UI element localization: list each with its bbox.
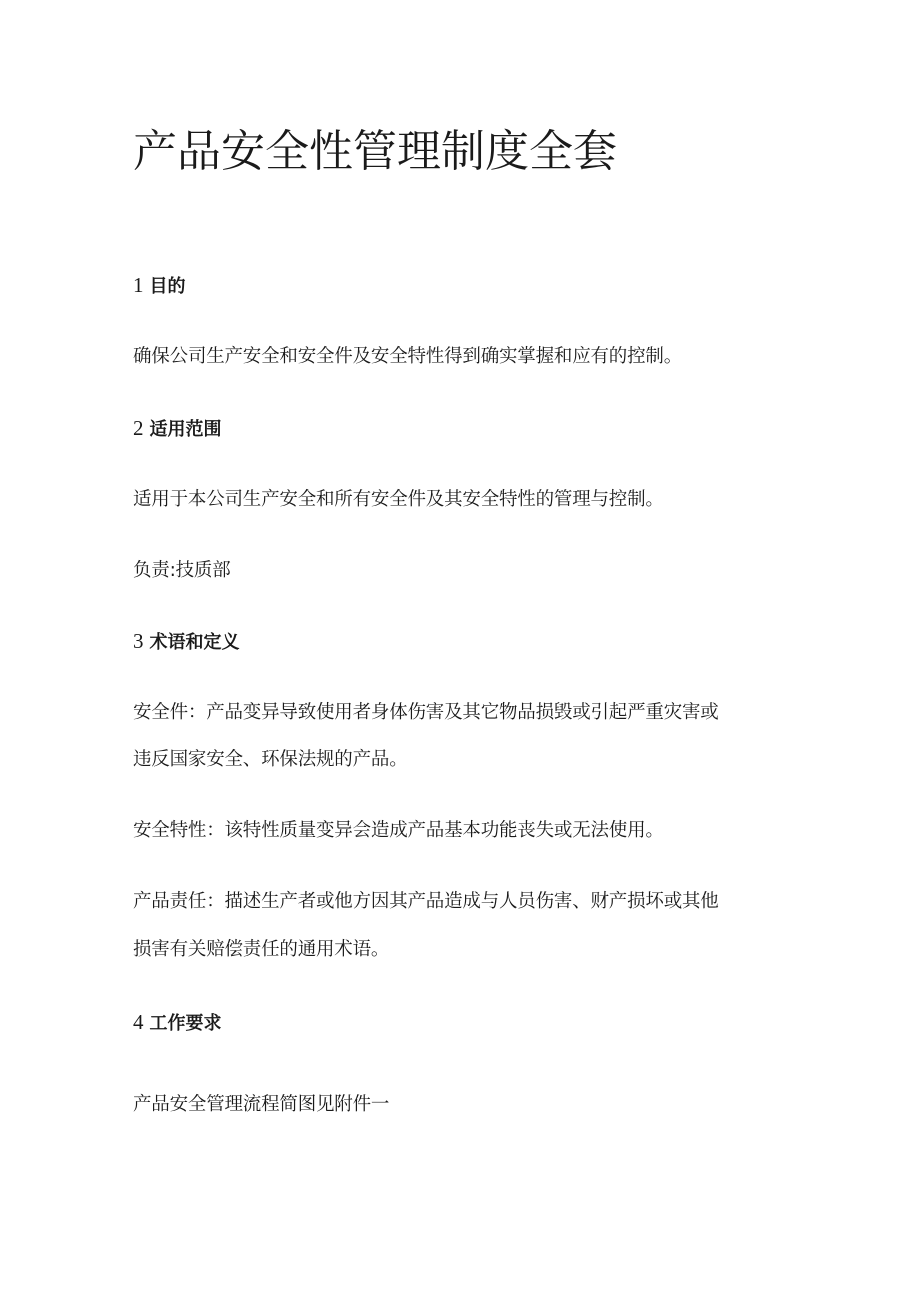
section-heading-requirements (133, 1007, 222, 1039)
section-heading-purpose (133, 270, 186, 302)
paragraph-product-liability-line1: 产品责任：描述生产者或他方因其产品造成与人员伤害、财产损坏或其他 (133, 891, 719, 912)
paragraph-requirements: 产品安全管理流程简图见附件一 (133, 1094, 390, 1115)
section-number: 4 (133, 1010, 144, 1034)
paragraph-purpose: 确保公司生产安全和安全件及安全特性得到确实掌握和应有的控制。 (133, 346, 683, 367)
section-heading-terms (133, 626, 240, 658)
paragraph-safety-part-line1: 安全件：产品变异导致使用者身体伤害及其它物品损毁或引起严重灾害或 (133, 702, 719, 723)
paragraph-safety-characteristic: 安全特性：该特性质量变异会造成产品基本功能丧失或无法使用。 (133, 820, 664, 841)
section-title: 目的 (149, 276, 186, 297)
section-number: 3 (133, 629, 144, 653)
paragraph-responsibility: 负责:技质部 (133, 560, 231, 581)
section-title: 术语和定义 (149, 632, 240, 653)
paragraph-safety-part-line2: 违反国家安全、环保法规的产品。 (133, 749, 408, 770)
section-number: 1 (133, 273, 144, 297)
section-number: 2 (133, 416, 144, 440)
paragraph-scope: 适用于本公司生产安全和所有安全件及其安全特性的管理与控制。 (133, 489, 664, 510)
section-title: 工作要求 (149, 1013, 222, 1034)
document-title: 产品安全性管理制度全套 (133, 126, 617, 177)
section-heading-scope (133, 413, 222, 445)
paragraph-product-liability-line2: 损害有关赔偿责任的通用术语。 (133, 939, 390, 960)
section-title: 适用范围 (149, 419, 222, 440)
